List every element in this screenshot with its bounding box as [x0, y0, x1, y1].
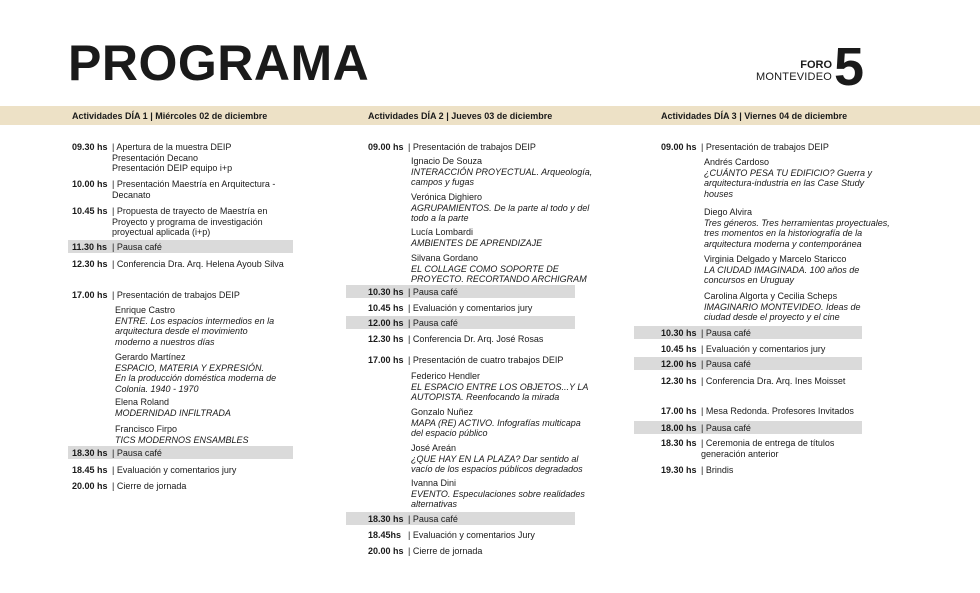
item-description	[408, 514, 608, 525]
presenter-name: Ignacio De Souza	[411, 156, 483, 166]
presentation	[115, 397, 315, 418]
item-description-line: | Conferencia Dra. Arq. Ines Moisset	[701, 376, 846, 386]
presentation-title: AUTOPISTA. Reenfocando la mirada	[411, 392, 560, 403]
presentation-title: alternativas	[411, 499, 458, 510]
item-time: 18.45 hs	[72, 465, 108, 475]
item-description	[701, 423, 901, 434]
item-time: 10.45 hs	[368, 303, 404, 313]
presenter-name: Federico Hendler	[411, 371, 481, 381]
item-time: 18.30 hs	[368, 514, 404, 524]
item-description	[112, 179, 312, 200]
item-time: 09.30 hs	[72, 142, 108, 152]
presenter-name: Virginia Delgado y Marcelo Staricco	[704, 254, 847, 264]
item-description-line: | Pausa café	[112, 448, 162, 458]
item-description	[408, 303, 608, 314]
presentation-title: houses	[704, 188, 734, 199]
item-time: 10.00 hs	[72, 179, 108, 189]
presentation	[704, 291, 904, 323]
item-time: 20.00 hs	[368, 546, 404, 556]
presentation	[704, 157, 904, 199]
presentation-title: Tres géneros. Tres herramientas proyectuales,	[704, 217, 890, 228]
presentation-title: ciudad desde el proyecto y el cine	[704, 312, 840, 323]
presentation-title: EVENTO. Especulaciones sobre realidades	[411, 488, 585, 499]
item-description-line: | Ceremonia de entrega de títulos	[701, 438, 835, 448]
item-description	[112, 242, 312, 253]
presentation	[704, 254, 904, 286]
presentation-title: ENTRE. Los espacios intermedios en la	[115, 315, 275, 326]
item-description	[408, 530, 608, 541]
item-description	[701, 406, 901, 417]
item-description-line: | Presentación de trabajos DEIP	[701, 142, 829, 152]
item-time: 12.30 hs	[368, 334, 404, 344]
item-description	[701, 438, 901, 459]
presentation-title: MODERNIDAD INFILTRADA	[115, 407, 231, 418]
item-description-line: | Pausa café	[408, 318, 458, 328]
item-description-line: Proyecto y programa de investigación	[112, 216, 263, 227]
item-description-line: | Presentación Maestría en Arquitectura -	[112, 179, 276, 189]
item-description-line: Presentación Decano	[112, 152, 199, 163]
presenter-name: Andrés Cardoso	[704, 157, 770, 167]
item-description-line: | Pausa café	[112, 242, 162, 252]
presentation	[115, 305, 315, 347]
presentation	[411, 371, 611, 403]
presenter-name: Verónica Dighiero	[411, 192, 483, 202]
item-description-line: | Apertura de la muestra DEIP	[112, 142, 232, 152]
item-description-line: | Conferencia Dr. Arq. José Rosas	[408, 334, 544, 344]
item-time: 09.00 hs	[368, 142, 404, 152]
item-time: 19.30 hs	[661, 465, 697, 475]
item-time: 18.30 hs	[72, 448, 108, 458]
day1-header: Actividades DÍA 1 | Miércoles 02 de diciembre	[72, 111, 268, 121]
presentation-title: ESPACIO, MATERIA Y EXPRESIÓN.	[115, 362, 265, 373]
presentation-title: arquitectura moderna y contemporánea	[704, 238, 862, 249]
presentation-title: PROYECTO. RECORTANDO ARCHIGRAM	[411, 274, 587, 285]
item-description	[701, 328, 901, 339]
presenter-name: Silvana Gordano	[411, 253, 479, 263]
item-time: 18.30 hs	[661, 438, 697, 448]
item-time: 17.00 hs	[661, 406, 697, 416]
item-description-line: Presentación DEIP equipo i+p	[112, 163, 233, 174]
presenter-name: Carolina Algorta y Cecilia Scheps	[704, 291, 838, 301]
item-time: 12.30 hs	[72, 259, 108, 269]
item-description	[701, 344, 901, 355]
presentation	[115, 424, 315, 445]
item-time: 17.00 hs	[368, 355, 404, 365]
presenter-name: Gerardo Martínez	[115, 352, 186, 362]
item-time: 10.45 hs	[72, 206, 108, 216]
item-description-line: | Pausa café	[701, 423, 751, 433]
item-time: 09.00 hs	[661, 142, 697, 152]
presentation-title: AMBIENTES DE APRENDIZAJE	[411, 237, 543, 248]
item-time: 12.30 hs	[661, 376, 697, 386]
item-description-line: | Cierre de jornada	[408, 546, 483, 556]
presenter-name: Diego Alvira	[704, 207, 753, 217]
presentation-title: tres momentos en la historiografía de la	[704, 228, 863, 239]
presentation	[411, 156, 611, 188]
item-description-line: | Presentación de cuatro trabajos DEIP	[408, 355, 564, 365]
presentation-title: AGRUPAMIENTOS. De la parte al todo y del	[411, 202, 590, 213]
presentation	[115, 352, 315, 394]
item-description-line: | Mesa Redonda. Profesores Invitados	[701, 406, 854, 416]
item-time: 20.00 hs	[72, 481, 108, 491]
page-title: PROGRAMA	[68, 35, 370, 91]
presentation-title: arquitectura desde el movimiento	[115, 326, 248, 337]
item-description	[701, 376, 901, 387]
presenter-name: Enrique Castro	[115, 305, 176, 315]
logo-number: 5	[833, 37, 864, 97]
item-description	[112, 290, 312, 301]
presenter-name: Lucía Lombardi	[411, 227, 474, 237]
item-description	[408, 355, 608, 366]
item-description	[112, 206, 312, 238]
item-description-line: | Presentación de trabajos DEIP	[408, 142, 536, 152]
presentation	[411, 407, 611, 439]
item-time: 11.30 hs	[72, 242, 108, 252]
presentation-title: En la producción doméstica moderna de	[115, 373, 277, 384]
item-description	[408, 318, 608, 329]
item-description	[701, 465, 901, 476]
presentation-title: concursos en Uruguay	[704, 275, 795, 286]
presentation-title: todo a la parte	[411, 213, 469, 224]
presenter-name: José Areán	[411, 443, 457, 453]
item-time: 12.00 hs	[368, 318, 404, 328]
presentation-title: campos y fugas	[411, 177, 475, 188]
item-description-line: | Cierre de jornada	[112, 481, 187, 491]
item-description	[408, 334, 608, 345]
presentation	[704, 207, 904, 249]
item-description-line: proyectual aplicada (i+p)	[112, 227, 211, 238]
presenter-name: Francisco Firpo	[115, 424, 178, 434]
presentation-title: LA CIUDAD IMAGINADA. 100 años de	[704, 264, 860, 275]
presentation-title: IMAGINARIO MONTEVIDEO. Ideas de	[704, 301, 861, 312]
item-description	[112, 142, 312, 174]
presentation-title: vacío de los espacios públicos degradados	[411, 464, 583, 475]
item-description	[701, 142, 901, 153]
presentation-title: del espacio público	[411, 428, 488, 439]
presentation	[411, 192, 611, 224]
presentation-title: moderno a nuestros días	[115, 336, 215, 347]
item-description-line: | Evaluación y comentarios Jury	[408, 530, 535, 540]
item-time: 10.30 hs	[661, 328, 697, 338]
item-description-line: | Evaluación y comentarios jury	[408, 303, 533, 313]
item-description	[408, 546, 608, 557]
logo-city: MONTEVIDEO	[756, 71, 832, 83]
day3-header: Actividades DÍA 3 | Viernes 04 de diciembre	[661, 111, 848, 121]
presentation	[411, 227, 611, 248]
presentation-title: ¿CUÁNTO PESA TU EDIFICIO? Guerra y	[704, 167, 873, 178]
item-time: 10.45 hs	[661, 344, 697, 354]
item-time: 18.45hs	[368, 530, 402, 540]
item-description-line: | Propuesta de trayecto de Maestría en	[112, 206, 268, 216]
item-description	[112, 259, 312, 270]
presenter-name: Elena Roland	[115, 397, 170, 407]
item-description-line: | Evaluación y comentarios jury	[112, 465, 237, 475]
item-description	[112, 448, 312, 459]
presentation-title: arquitectura-industria en las Case Study	[704, 178, 865, 189]
item-time: 10.30 hs	[368, 287, 404, 297]
item-description	[408, 142, 608, 153]
presentation	[411, 253, 611, 285]
item-description-line: Decanato	[112, 189, 151, 200]
logo	[756, 60, 832, 83]
presentation	[411, 443, 611, 475]
presentation	[411, 478, 611, 510]
item-description-line: generación anterior	[701, 448, 779, 459]
presenter-name: Gonzalo Nuñez	[411, 407, 474, 417]
presentation-title: EL COLLAGE COMO SOPORTE DE	[411, 263, 559, 274]
presenter-name: Ivanna Dini	[411, 478, 457, 488]
item-description-line: | Pausa café	[701, 359, 751, 369]
item-time: 17.00 hs	[72, 290, 108, 300]
item-description	[408, 287, 608, 298]
item-description	[112, 465, 312, 476]
presentation-title: INTERACCIÓN PROYECTUAL. Arqueología,	[411, 166, 593, 177]
item-description	[112, 481, 312, 492]
presentation-title: EL ESPACIO ENTRE LOS OBJETOS...Y LA	[411, 381, 589, 392]
presentation-title: Colonia. 1940 - 1970	[115, 383, 199, 394]
item-time: 18.00 hs	[661, 423, 697, 433]
item-description-line: | Pausa café	[408, 287, 458, 297]
item-description-line: | Presentación de trabajos DEIP	[112, 290, 240, 300]
logo-foro: FORO	[800, 59, 832, 71]
item-description-line: | Evaluación y comentarios jury	[701, 344, 826, 354]
item-description-line: | Brindis	[701, 465, 734, 475]
presentation-title: TICS MODERNOS ENSAMBLES	[115, 434, 249, 445]
item-description-line: | Pausa café	[408, 514, 458, 524]
presentation-title: MAPA (RE) ACTIVO. Infografías multicapa	[411, 417, 581, 428]
item-description-line: | Pausa café	[701, 328, 751, 338]
presentation-title: ¿QUE HAY EN LA PLAZA? Dar sentido al	[411, 453, 579, 464]
item-description-line: | Conferencia Dra. Arq. Helena Ayoub Silva	[112, 259, 284, 269]
item-description	[701, 359, 901, 370]
day2-header: Actividades DÍA 2 | Jueves 03 de diciembre	[368, 111, 553, 121]
item-time: 12.00 hs	[661, 359, 697, 369]
